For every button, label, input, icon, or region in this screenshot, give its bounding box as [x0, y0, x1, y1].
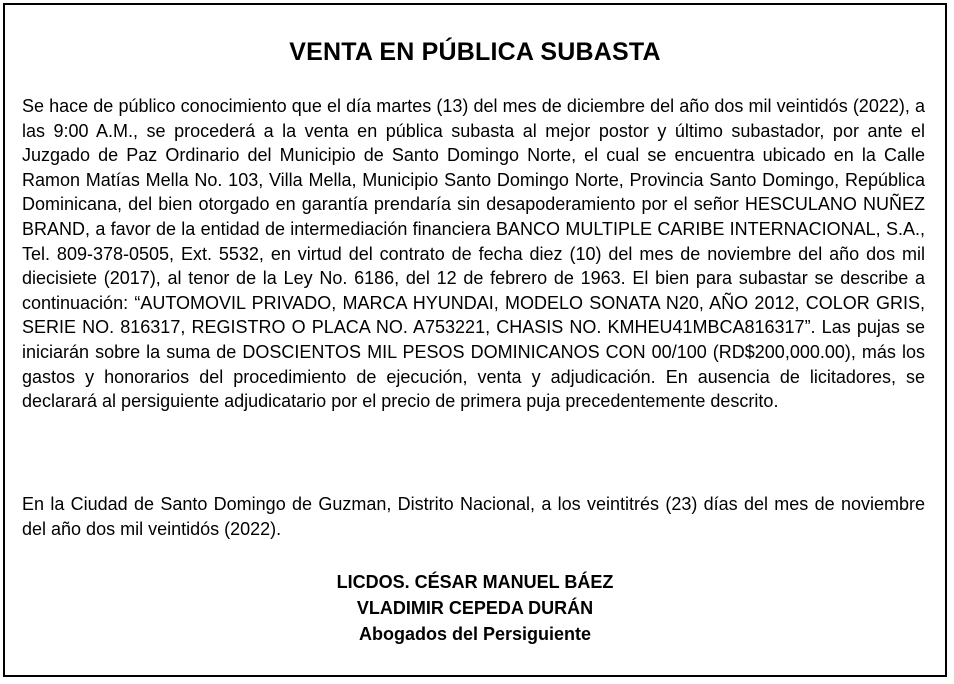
signature-line-lawyers: LICDOS. CÉSAR MANUEL BÁEZ — [336, 572, 614, 592]
signature-line-second-lawyer: VLADIMIR CEPEDA DURÁN — [356, 598, 594, 618]
signature-line-role: Abogados del Persiguiente — [358, 624, 592, 644]
legal-notice — [3, 3, 947, 677]
signature-block — [5, 569, 945, 647]
notice-body-paragraph: Se hace de público conocimiento que el día martes (13) del mes de diciembre del año dos mil veintidós (2022), a las 9:00 A.M., se procederá a la venta en pública subasta al mejor postor y último subastador, por ante el Juzgado de Paz Ordinario del Municipio de Santo Domingo Norte, el cual se encuentra ubicado en la Calle Ramon Matías Mella No. 103, Villa Mella, Municipio Santo Domingo Norte, Provincia Santo Domingo, República Dominicana, del bien otorgado en garantía prendaría sin desapoderamiento por el señor HESCULANO NUÑEZ BRAND, a favor de la entidad de intermediación financiera BANCO MULTIPLE CARIBE INTERNACIONAL, S.A., Tel. 809-378-0505, Ext. 5532, en virtud del contrato de fecha diez (10) del mes de noviembre del año dos mil diecisiete (2017), al tenor de la Ley No. 6186, del 12 de febrero de 1963. El bien para subastar se describe a continuación: “AUTOMOVIL PRIVADO, MARCA HYUNDAI, MODELO SONATA N20, AÑO 2012, COLOR GRIS, SERIE NO. 816317, REGISTRO O PLACA NO. A753221, CHASIS NO. KMHEU41MBCA816317”. Las pujas se iniciarán sobre la suma de DOSCIENTOS MIL PESOS DOMINICANOS CON 00/100 (RD$200,000.00), más los gastos y honorarios del procedimiento de ejecución, venta y adjudicación. En ausencia de licitadores, se declarará al persiguiente adjudicatario por el precio de primera puja precedentemente descrito. — [22, 96, 925, 412]
notice-title: VENTA EN PÚBLICA SUBASTA — [289, 38, 661, 66]
notice-closing-paragraph: En la Ciudad de Santo Domingo de Guzman, Distrito Nacional, a los veintitrés (23) días del mes de noviembre del año dos mil veintidós (2022). — [22, 494, 925, 539]
